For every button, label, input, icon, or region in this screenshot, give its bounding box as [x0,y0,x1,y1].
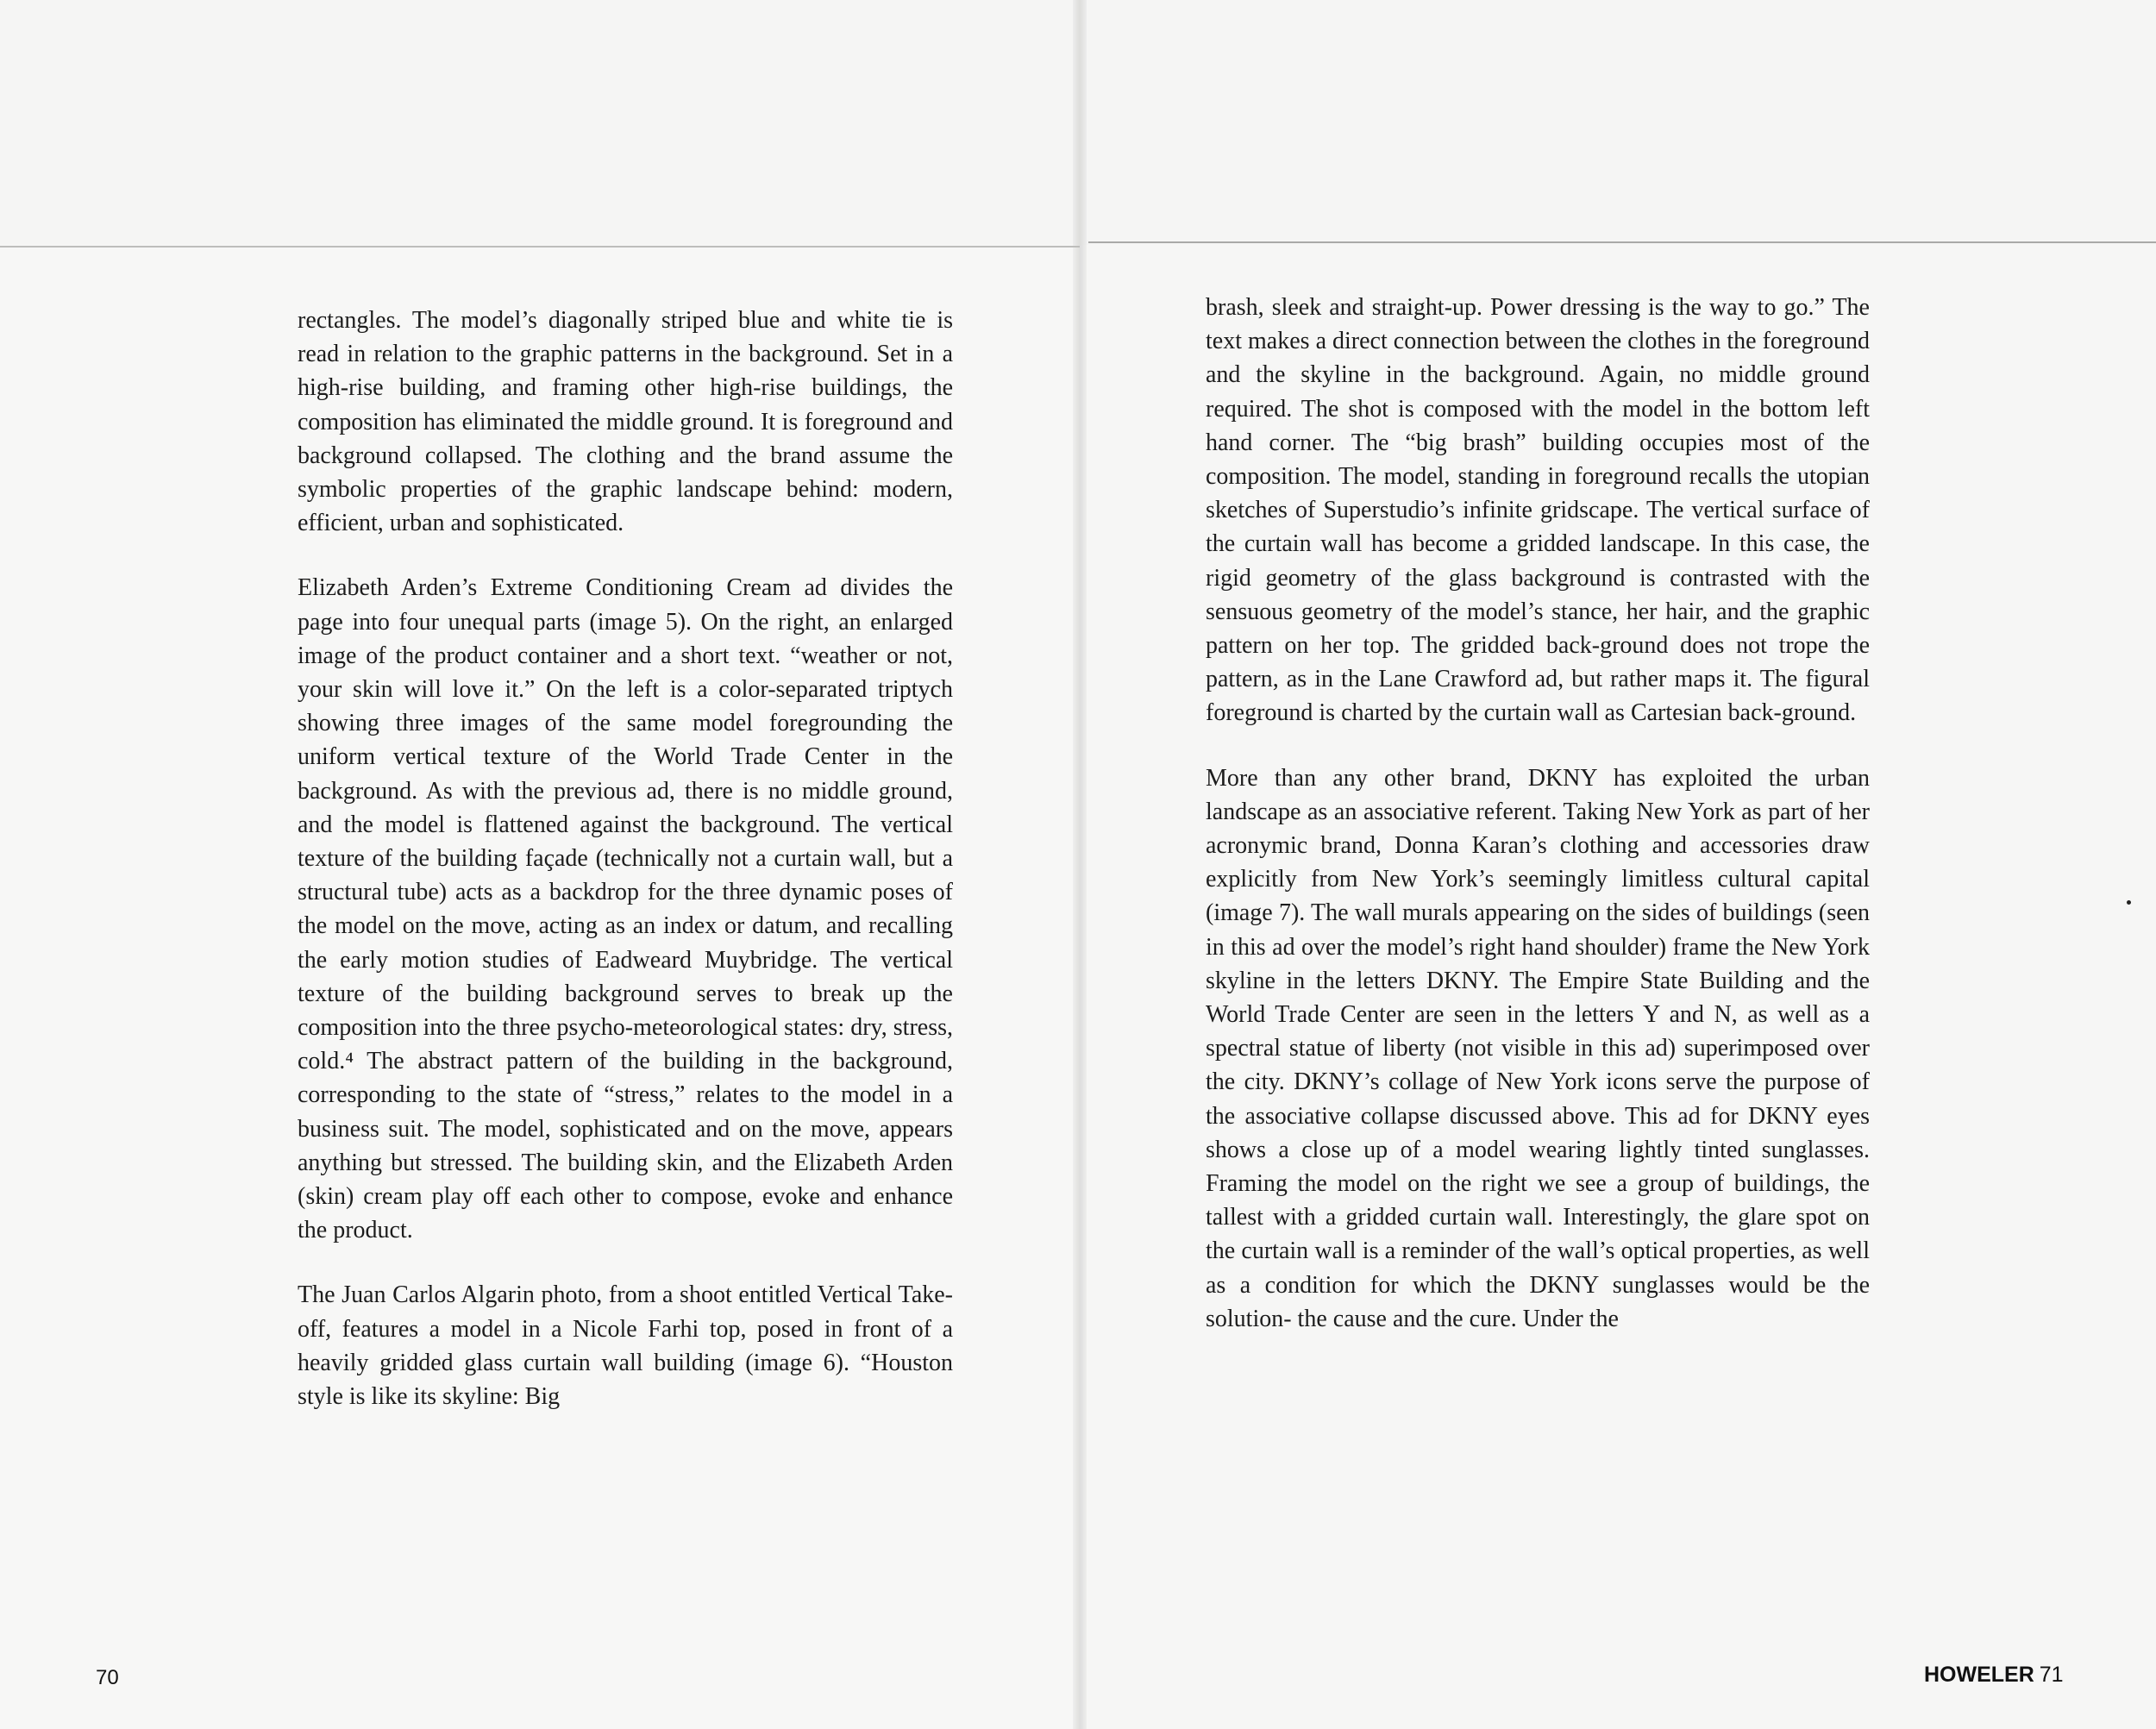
left-paragraph-2: Elizabeth Arden’s Extreme Conditioning Cream ad divides the page into four unequal parts (image 5). On the right, an enlarged image of the product container and a short text. “weather or not, your skin will love it.” On the left is a color-separated triptych showing three images of the same model foregrounding the uniform vertical texture of the World Trade Center in the background. As with the previous ad, there is no middle ground, and the model is flattened against the background. The vertical texture of the building façade (technically not a curtain wall, but a structural tube) acts as a backdrop for the three dynamic poses of the model on the move, acting as an index or datum, and recalling the early motion studies of Eadweard Muybridge. The vertical texture of the building background serves to break up the composition into the three psycho-meteorological states: dry, stress, cold.⁴ The abstract pattern of the building in the background, corresponding to the state of “stress,” relates to the model in a business suit. The model, sophisticated and on the move, appears anything but stressed. The building skin, and the Elizabeth Arden (skin) cream play off each other to compose, evoke and enhance the product. [298,574,953,1244]
print-speck [2127,900,2131,905]
right-page-number: 71 [2039,1663,2064,1687]
running-head: HOWELER [1924,1663,2034,1687]
right-page-top-rule [1088,241,2156,243]
book-gutter [1073,0,1087,1729]
right-paragraph-2: More than any other brand, DKNY has exploited the urban landscape as an associative referent. Taking New York as part of her acronymic brand, Donna Karan’s clothing and accessories draw explicitly from New York’s seemingly limitless cultural capital (image 7). The wall murals appearing on the sides of buildings (seen in this ad over the model’s right hand shoulder) frame the New York skyline in the letters DKNY. The Empire State Building and the World Trade Center are seen in the letters Y and N, as well as a spectral statue of liberty (not visible in this ad) superimposed over the city. DKNY’s collage of New York icons serve the purpose of the associative collapse discussed above. This ad for DKNY eyes shows a close up of a model wearing lightly tinted sunglasses. Framing the model on the right we see a group of buildings, the tallest with a gridded curtain wall. Interestingly, the glare spot on the curtain wall is a reminder of the wall’s optical properties, as well as a condition for which the DKNY sunglasses would be the solution- the cause and the cure. Under the [1206,764,1870,1332]
left-paragraph-3: The Juan Carlos Algarin photo, from a shoot entitled Vertical Take-off, features a model in a Nicole Farhi top, posed in front of a heavily gridded glass curtain wall building (image 6). “Houston style is like its skyline: Big [298,1281,953,1411]
right-text-column [1206,291,1870,1336]
right-paragraph-1: brash, sleek and straight-up. Power dressing is the way to go.” The text makes a direct connection between the clothes in the foreground and the skyline in the background. Again, no middle ground required. The shot is composed with the model in the bottom left hand corner. The “big brash” building occupies most of the composition. The model, standing in foreground recalls the utopian sketches of Superstudio’s infinite gridscape. The vertical surface of the curtain wall has become a gridded landscape. In this case, the rigid geometry of the glass background is contrasted with the sensuous geometry of the model’s stance, her hair, and the graphic pattern on her top. The gridded back-ground does not trope the pattern, as in the Lane Crawford ad, but rather maps it. The figural foreground is charted by the curtain wall as Cartesian back-ground. [1206,294,1870,727]
left-page-top-rule [0,246,1080,247]
left-page-number: 70 [96,1666,119,1689]
left-paragraph-1: rectangles. The model’s diagonally striped blue and white tie is read in relation to the graphic patterns in the background. Set in a high-rise building, and framing other high-rise buildings, the composition has eliminated the middle ground. It is foreground and background collapsed. The clothing and the brand assume the symbolic properties of the graphic landscape behind: modern, efficient, urban and sophisticated. [298,307,953,537]
left-text-column [298,304,953,1413]
right-page-folio [1924,1663,2064,1688]
